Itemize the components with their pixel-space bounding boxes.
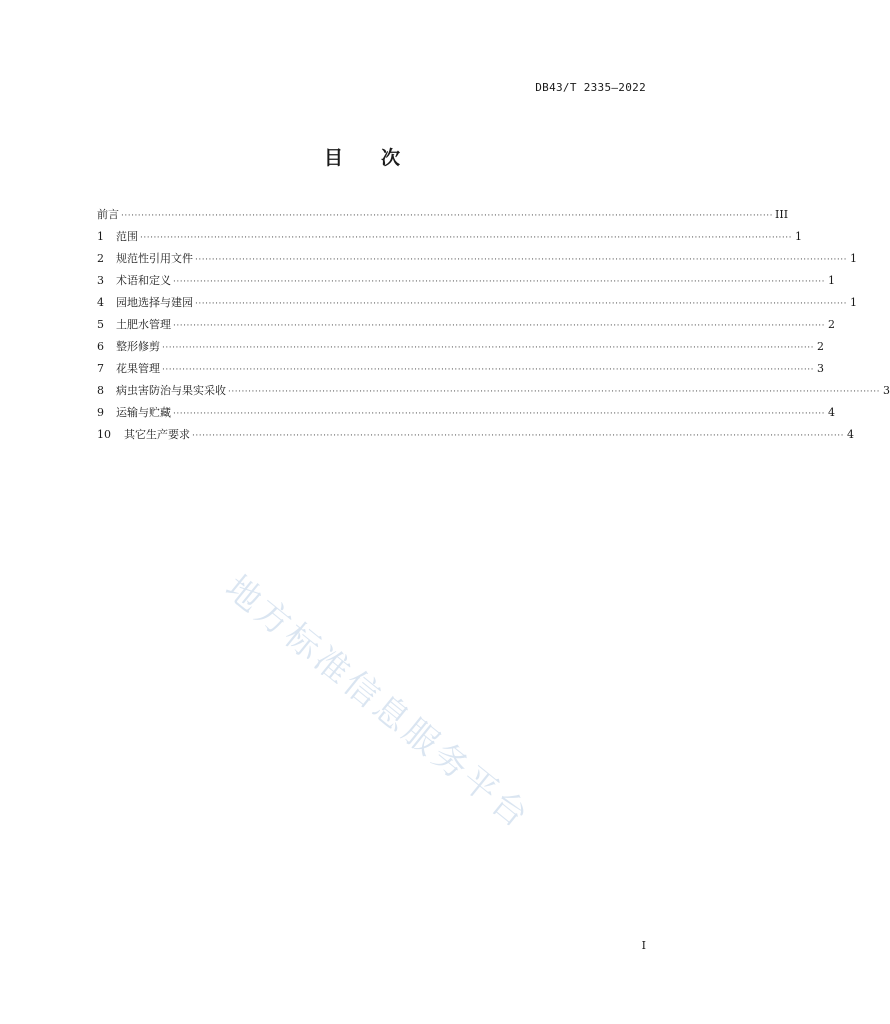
toc-dot-leader: ·································································································································································································· (192, 431, 845, 441)
toc-dot-leader: ·································································································································································································· (195, 299, 848, 309)
page-title (0, 143, 724, 170)
toc-entry-number: 10 (97, 428, 111, 441)
toc-dot-leader: ·································································································································································································· (140, 233, 793, 243)
toc-dot-leader: ·································································································································································································· (173, 277, 826, 287)
toc-entry-label: 园地选择与建园 (116, 296, 193, 309)
toc-entry-number: 8 (97, 384, 104, 397)
toc-entry-2[interactable] (97, 248, 858, 270)
toc-dot-leader: ·································································································································································································· (162, 365, 815, 375)
toc-entry-10[interactable] (97, 424, 855, 446)
toc-entry-page: 2 (828, 318, 836, 331)
toc-entry-page: 3 (817, 362, 825, 375)
toc-dot-leader: ·································································································································································································· (228, 387, 881, 397)
toc-entry-page: 1 (795, 230, 803, 243)
watermark-text: 地方标准信息服务平台 (217, 567, 539, 838)
toc-dot-leader: ·································································································································································································· (173, 409, 826, 419)
toc-entry-6[interactable] (97, 336, 825, 358)
toc-entry-3[interactable] (97, 270, 836, 292)
toc-entry-page: 2 (817, 340, 825, 353)
table-of-contents (97, 204, 890, 446)
toc-entry-label: 运输与贮藏 (116, 406, 171, 419)
toc-entry-7[interactable] (97, 358, 825, 380)
toc-entry-label: 病虫害防治与果实采收 (116, 384, 226, 397)
toc-entry-number: 6 (97, 340, 104, 353)
document-code: DB43/T 2335—2022 (535, 81, 646, 94)
toc-entry-label: 花果管理 (116, 362, 160, 375)
toc-dot-leader: ·································································································································································································· (195, 255, 848, 265)
toc-entry-page: 4 (847, 428, 855, 441)
toc-entry-foreword[interactable] (97, 204, 789, 226)
toc-entry-number: 4 (97, 296, 104, 309)
toc-entry-label: 土肥水管理 (116, 318, 171, 331)
toc-entry-page: III (775, 208, 789, 221)
toc-entry-label: 范围 (116, 230, 138, 243)
toc-entry-number: 7 (97, 362, 104, 375)
toc-entry-8[interactable] (97, 380, 890, 402)
toc-entry-number: 5 (97, 318, 104, 331)
toc-entry-5[interactable] (97, 314, 836, 336)
toc-entry-label: 规范性引用文件 (116, 252, 193, 265)
toc-entry-page: 3 (883, 384, 890, 397)
toc-dot-leader: ·································································································································································································· (173, 321, 826, 331)
toc-entry-label: 前言 (97, 208, 119, 221)
toc-entry-label: 整形修剪 (116, 340, 160, 353)
toc-entry-label: 其它生产要求 (124, 428, 190, 441)
toc-entry-number: 1 (97, 230, 104, 243)
page-number: I (641, 939, 646, 952)
toc-dot-leader: ·································································································································································································· (121, 211, 774, 221)
toc-entry-page: 1 (828, 274, 836, 287)
toc-entry-number: 9 (97, 406, 104, 419)
toc-entry-9[interactable] (97, 402, 836, 424)
title-char-1: 目 (323, 147, 343, 169)
toc-entry-page: 4 (828, 406, 836, 419)
toc-dot-leader: ·································································································································································································· (162, 343, 815, 353)
title-char-2: 次 (381, 147, 401, 169)
toc-entry-number: 2 (97, 252, 104, 265)
toc-entry-number: 3 (97, 274, 104, 287)
toc-entry-page: 1 (850, 296, 858, 309)
toc-entry-page: 1 (850, 252, 858, 265)
toc-entry-1[interactable] (97, 226, 803, 248)
toc-entry-label: 术语和定义 (116, 274, 171, 287)
toc-entry-4[interactable] (97, 292, 858, 314)
